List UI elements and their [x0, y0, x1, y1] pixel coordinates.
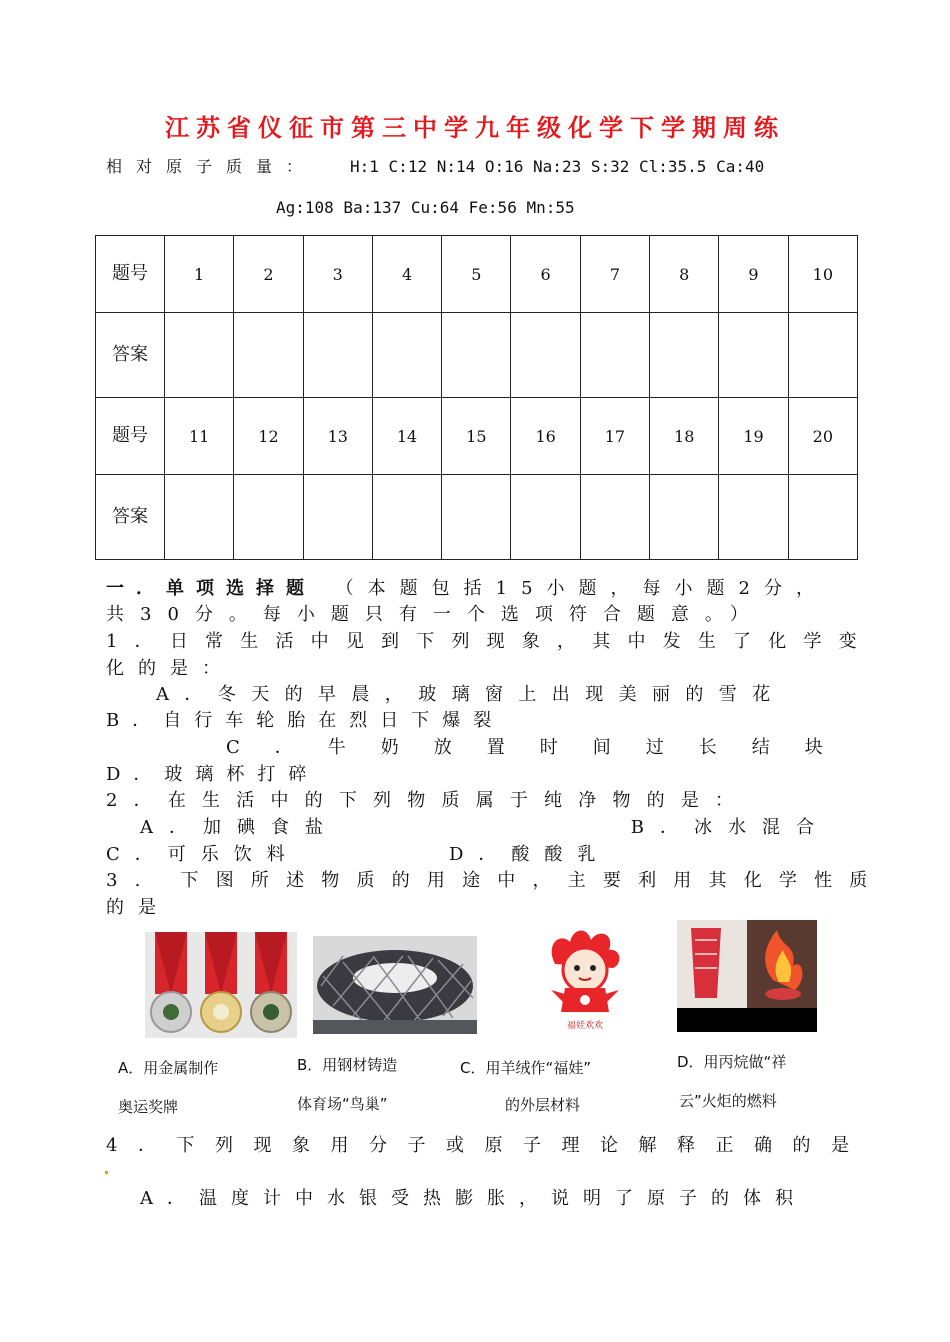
section-heading: 一．单项选择题	[106, 578, 316, 599]
q3-images	[0, 918, 950, 1038]
question-number-cell: 17	[580, 398, 649, 475]
question-number-cell: 16	[511, 398, 580, 475]
answer-cell[interactable]	[511, 475, 580, 560]
q2-option-b[interactable]: B．冰水混合	[630, 817, 830, 838]
atomic-mass-values-2: Ag:108 Ba:137 Cu:64 Fe:56 Mn:55	[276, 198, 575, 217]
answer-cell[interactable]	[511, 313, 580, 398]
answer-table-row-numbers-2	[96, 398, 858, 475]
birds-nest-stadium-image	[313, 936, 477, 1034]
answer-cell[interactable]	[303, 475, 372, 560]
atomic-mass-line-1	[106, 154, 764, 177]
page-title: 江苏省仪征市第三中学九年级化学下学期周练	[165, 114, 785, 142]
q1-stem: 1．日常生活中见到下列现象，其中发生了化学变	[106, 631, 874, 652]
answer-table-row-answers-2	[96, 475, 858, 560]
q3-stem: 3. 下图所述物质的用途中，主要利用其化学性质	[106, 870, 885, 891]
question-number-cell: 8	[650, 236, 719, 313]
answer-cell[interactable]	[165, 313, 234, 398]
question-number-cell: 12	[234, 398, 303, 475]
question-number-cell: 11	[165, 398, 234, 475]
question-number-cell: 7	[580, 236, 649, 313]
q1-stem-cont: 化的是：	[106, 658, 234, 679]
atomic-mass-label: 相对原子质量：	[106, 157, 317, 176]
answer-table-row-answers-1	[96, 313, 858, 398]
q4-stem: 4．下列现象用分子或原子理论解释正确的是	[106, 1135, 870, 1156]
q3-option-d-line-2: 云”火炬的燃料	[679, 1092, 777, 1110]
q3-option-c-line-2: 的外层材料	[505, 1096, 581, 1114]
q1-option-b[interactable]: B．自行车轮胎在烈日下爆裂	[106, 710, 505, 731]
question-number-cell: 5	[442, 236, 511, 313]
answer-cell[interactable]	[650, 475, 719, 560]
fuwa-caption: 福娃欢欢	[566, 1021, 604, 1031]
section-heading-line	[106, 574, 828, 600]
q4-option-a[interactable]: A．温度计中水银受热膨胀，说明了原子的体积	[140, 1188, 807, 1209]
olympic-medals-image	[145, 932, 297, 1038]
answer-cell[interactable]	[580, 475, 649, 560]
question-number-cell: 20	[788, 398, 857, 475]
q3-option-c-line-1[interactable]: C．用羊绒作“福娃”	[460, 1059, 592, 1077]
olympic-torch-image	[677, 920, 817, 1032]
answer-cell[interactable]	[165, 475, 234, 560]
question-number-header: 题号	[96, 236, 165, 313]
q3-option-b-line-2: 体育场“鸟巢”	[297, 1095, 388, 1113]
question-number-cell: 13	[303, 398, 372, 475]
q2-options-line-2	[106, 840, 611, 866]
answer-cell[interactable]	[372, 475, 441, 560]
answer-cell[interactable]	[788, 313, 857, 398]
q3-stem-cont: 的是	[106, 897, 170, 918]
q2-option-d[interactable]: D．酸酸乳	[449, 844, 611, 865]
q1-option-a[interactable]: A．冬天的早晨，玻璃窗上出现美丽的雪花	[156, 684, 786, 705]
answer-cell[interactable]	[234, 313, 303, 398]
answer-cell[interactable]	[303, 313, 372, 398]
answer-cell[interactable]	[719, 313, 788, 398]
answer-header: 答案	[96, 475, 165, 560]
answer-cell[interactable]	[788, 475, 857, 560]
answer-table-row-numbers-1	[96, 236, 858, 313]
question-number-cell: 3	[303, 236, 372, 313]
question-number-cell: 10	[788, 236, 857, 313]
question-number-cell: 4	[372, 236, 441, 313]
q3-option-b-line-1[interactable]: B．用钢材铸造	[297, 1056, 398, 1074]
question-number-cell: 1	[165, 236, 234, 313]
q2-options-line-1	[140, 813, 830, 839]
q3-option-a-line-1[interactable]: A．用金属制作	[118, 1059, 219, 1077]
atomic-mass-values-1: H:1 C:12 N:14 O:16 Na:23 S:32 Cl:35.5 Ca:40	[350, 157, 765, 176]
question-number-cell: 15	[442, 398, 511, 475]
q3-option-a-line-2: 奥运奖牌	[118, 1098, 179, 1116]
marker-dot	[105, 1171, 108, 1174]
q1-option-c[interactable]: C．牛奶放置时间过长结块	[226, 737, 858, 758]
section-note-b: 共30分。每小题只有一个选项符合题意。）	[106, 604, 764, 625]
q2-stem: 2．在生活中的下列物质属于纯净物的是：	[106, 790, 750, 811]
answer-table	[95, 235, 858, 560]
answer-cell[interactable]	[442, 313, 511, 398]
fuwa-mascot-image	[525, 924, 645, 1036]
q3-option-d-line-1[interactable]: D．用丙烷做“祥	[677, 1053, 787, 1071]
question-number-cell: 6	[511, 236, 580, 313]
q2-option-c[interactable]: C．可乐饮料	[106, 844, 300, 865]
answer-cell[interactable]	[372, 313, 441, 398]
answer-cell[interactable]	[719, 475, 788, 560]
q1-option-d[interactable]: D．玻璃杯打碎	[106, 764, 320, 785]
answer-cell[interactable]	[234, 475, 303, 560]
question-number-cell: 19	[719, 398, 788, 475]
section-note-a: （本题包括15小题，每小题2分，	[335, 578, 828, 599]
answer-cell[interactable]	[442, 475, 511, 560]
question-number-cell: 9	[719, 236, 788, 313]
answer-header: 答案	[96, 313, 165, 398]
question-number-header: 题号	[96, 398, 165, 475]
answer-cell[interactable]	[580, 313, 649, 398]
answer-cell[interactable]	[650, 313, 719, 398]
question-number-cell: 14	[372, 398, 441, 475]
question-number-cell: 18	[650, 398, 719, 475]
question-number-cell: 2	[234, 236, 303, 313]
q2-option-a[interactable]: A．加碘食盐	[140, 817, 339, 838]
